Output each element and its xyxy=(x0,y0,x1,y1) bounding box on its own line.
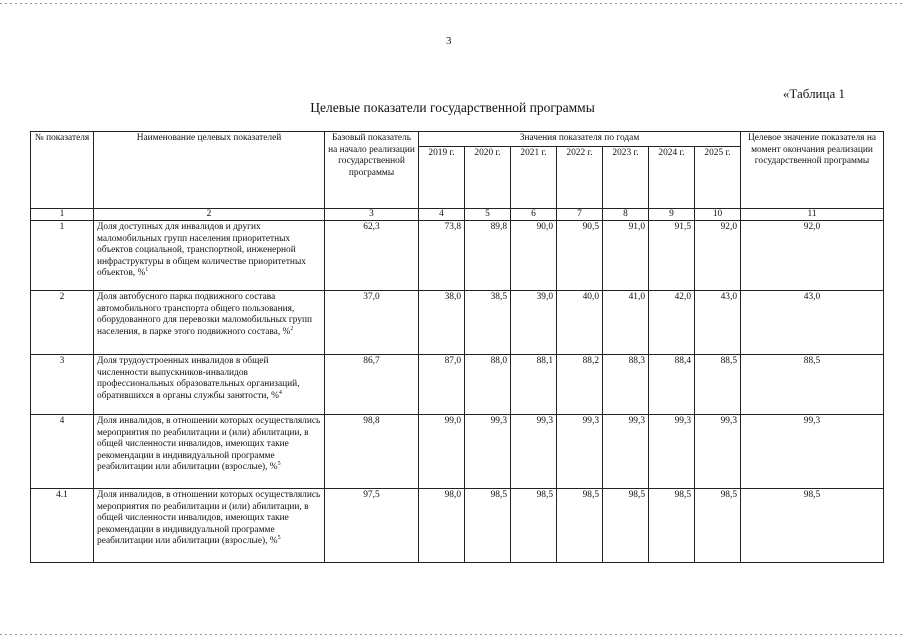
row-number: 4 xyxy=(31,415,94,489)
column-number: 1 xyxy=(31,208,94,221)
row-number: 1 xyxy=(31,221,94,291)
row-year-value: 99,3 xyxy=(511,415,557,489)
row-target-value: 43,0 xyxy=(741,291,884,355)
row-year-value: 87,0 xyxy=(419,355,465,415)
row-year-value: 99,3 xyxy=(695,415,741,489)
column-number: 3 xyxy=(325,208,419,221)
footnote-mark: 5 xyxy=(277,534,281,541)
row-year-value: 92,0 xyxy=(695,221,741,291)
row-year-value: 88,1 xyxy=(511,355,557,415)
row-base-value: 97,5 xyxy=(325,489,419,563)
header-values-group: Значения показателя по годам xyxy=(419,132,741,147)
row-year-value: 91,0 xyxy=(603,221,649,291)
row-year-value: 91,5 xyxy=(649,221,695,291)
row-base-value: 86,7 xyxy=(325,355,419,415)
row-year-value: 89,8 xyxy=(465,221,511,291)
table-row xyxy=(31,355,884,415)
row-year-value: 98,0 xyxy=(419,489,465,563)
table-label: «Таблица 1 xyxy=(782,86,845,101)
header-year: 2024 г. xyxy=(649,146,695,208)
row-number: 3 xyxy=(31,355,94,415)
target-indicators-table xyxy=(30,131,884,563)
row-year-value: 98,5 xyxy=(557,489,603,563)
row-year-value: 88,0 xyxy=(465,355,511,415)
header-year: 2025 г. xyxy=(695,146,741,208)
row-indicator-name: Доля доступных для инвалидов и других маломобильных групп населения приоритетных объектов социальной, транспортной, инженерной инфраструктуры в общем количестве приоритетных объектов, %$^1$ xyxy=(94,221,325,291)
row-year-value: 98,5 xyxy=(511,489,557,563)
header-base: Базовый показатель на начало реализации государственной программы xyxy=(325,132,419,209)
row-base-value: 62,3 xyxy=(325,221,419,291)
row-year-value: 41,0 xyxy=(603,291,649,355)
row-indicator-name: Доля автобусного парка подвижного состава автомобильного транспорта общего пользования, оборудованного для перевозки маломобильных групп населения, в парке этого подвижного состава, %$^2$ xyxy=(94,291,325,355)
row-year-value: 88,4 xyxy=(649,355,695,415)
row-year-value: 98,5 xyxy=(603,489,649,563)
document-title: Целевые показатели государственной программы xyxy=(310,100,595,115)
row-year-value: 42,0 xyxy=(649,291,695,355)
header-year: 2020 г. xyxy=(465,146,511,208)
row-year-value: 88,3 xyxy=(603,355,649,415)
footnote-mark: 5 xyxy=(277,460,281,467)
row-indicator-name: Доля трудоустроенных инвалидов в общей численности выпускников-инвалидов профессиональных образовательных организаций, обратившихся в органы службы занятости, %$^4$ xyxy=(94,355,325,415)
column-number: 11 xyxy=(741,208,884,221)
table-row xyxy=(31,415,884,489)
column-number: 6 xyxy=(511,208,557,221)
column-number: 7 xyxy=(557,208,603,221)
row-year-value: 99,3 xyxy=(557,415,603,489)
column-number: 8 xyxy=(603,208,649,221)
row-year-value: 88,2 xyxy=(557,355,603,415)
row-target-value: 88,5 xyxy=(741,355,884,415)
header-year: 2021 г. xyxy=(511,146,557,208)
row-target-value: 99,3 xyxy=(741,415,884,489)
row-target-value: 92,0 xyxy=(741,221,884,291)
row-year-value: 88,5 xyxy=(695,355,741,415)
column-number: 10 xyxy=(695,208,741,221)
row-year-value: 38,5 xyxy=(465,291,511,355)
table-row xyxy=(31,489,884,563)
row-year-value: 99,3 xyxy=(649,415,695,489)
row-year-value: 98,5 xyxy=(649,489,695,563)
header-name: Наименование целевых показателей xyxy=(94,132,325,209)
footnote-mark: 2 xyxy=(290,325,294,332)
row-year-value: 38,0 xyxy=(419,291,465,355)
row-year-value: 98,5 xyxy=(695,489,741,563)
header-target: Целевое значение показателя на момент окончания реализации государственной программы xyxy=(741,132,884,209)
footnote-mark: 1 xyxy=(145,266,149,273)
footnote-mark: 4 xyxy=(278,389,282,396)
header-year: 2023 г. xyxy=(603,146,649,208)
row-target-value: 98,5 xyxy=(741,489,884,563)
table-row xyxy=(31,291,884,355)
row-year-value: 39,0 xyxy=(511,291,557,355)
column-number: 5 xyxy=(465,208,511,221)
row-year-value: 43,0 xyxy=(695,291,741,355)
column-numbering-row xyxy=(31,208,884,221)
column-number: 9 xyxy=(649,208,695,221)
row-year-value: 90,0 xyxy=(511,221,557,291)
table-row xyxy=(31,221,884,291)
row-number: 2 xyxy=(31,291,94,355)
row-year-value: 98,5 xyxy=(465,489,511,563)
scan-edge-bottom xyxy=(0,634,905,635)
row-base-value: 37,0 xyxy=(325,291,419,355)
row-indicator-name: Доля инвалидов, в отношении которых осуществлялись мероприятия по реабилитации и (или) абилитации, в общей численности инвалидов, имеющих такие рекомендации в индивидуальной программе реабилитации или абилитации (взрослые), %$^5$ xyxy=(94,489,325,563)
page-number: 3 xyxy=(446,35,452,47)
scan-edge-top xyxy=(0,3,905,4)
column-number: 2 xyxy=(94,208,325,221)
row-year-value: 99,3 xyxy=(603,415,649,489)
header-year: 2022 г. xyxy=(557,146,603,208)
row-year-value: 90,5 xyxy=(557,221,603,291)
row-year-value: 40,0 xyxy=(557,291,603,355)
column-number: 4 xyxy=(419,208,465,221)
row-indicator-name: Доля инвалидов, в отношении которых осуществлялись мероприятия по реабилитации и (или) абилитации, в общей численности инвалидов, имеющих такие рекомендации в индивидуальной программе реабилитации или абилитации (взрослые), %$^5$ xyxy=(94,415,325,489)
row-year-value: 73,8 xyxy=(419,221,465,291)
row-year-value: 99,0 xyxy=(419,415,465,489)
header-year: 2019 г. xyxy=(419,146,465,208)
row-number: 4.1 xyxy=(31,489,94,563)
row-base-value: 98,8 xyxy=(325,415,419,489)
header-number: № показателя xyxy=(31,132,94,209)
row-year-value: 99,3 xyxy=(465,415,511,489)
